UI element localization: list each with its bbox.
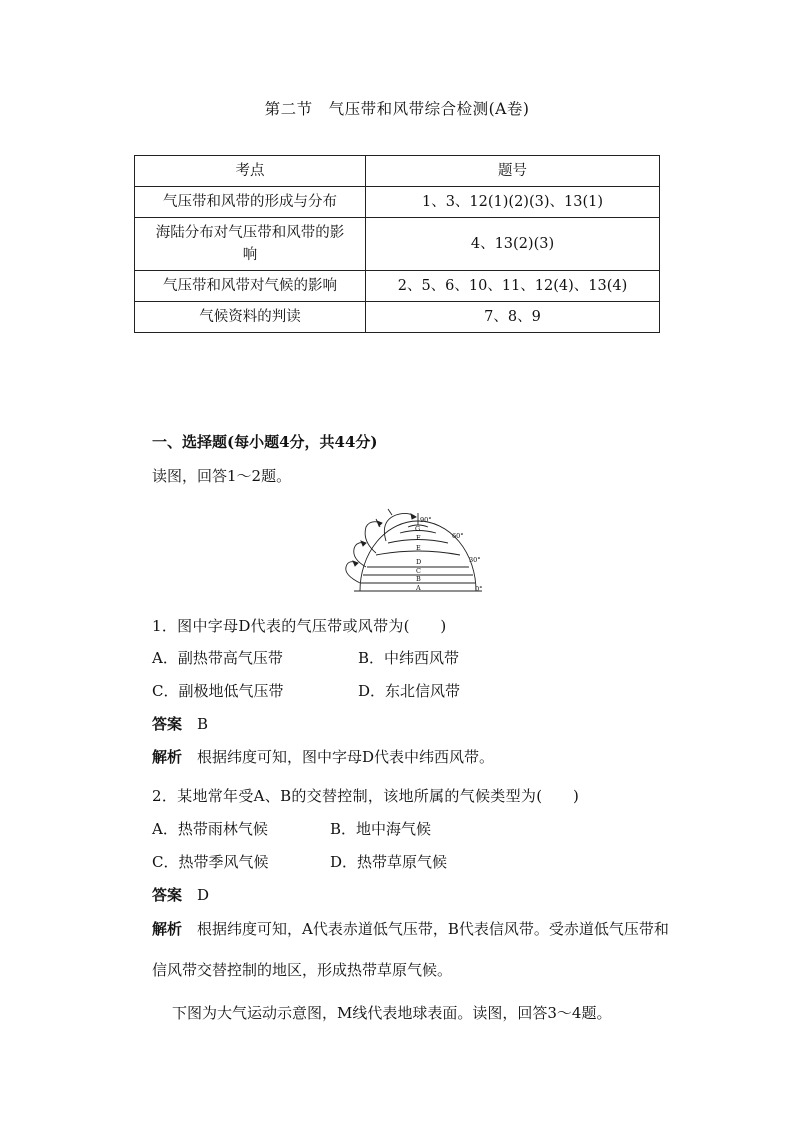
q1-option-d: D．东北信风带 bbox=[358, 682, 461, 700]
table-header-topic: 考点 bbox=[135, 156, 366, 187]
q1-option-b: B．中纬西风带 bbox=[358, 649, 460, 667]
q2-answer bbox=[152, 884, 209, 905]
figure-belt-c: C bbox=[416, 567, 421, 575]
q2-answer-label: 答案 bbox=[152, 886, 183, 904]
table-cell-topic: 气候资料的判读 bbox=[135, 302, 366, 333]
table-header-questions: 题号 bbox=[366, 156, 660, 187]
figure-lat-30: 30° bbox=[469, 556, 481, 564]
table-cell-topic-line: 响 bbox=[242, 247, 258, 263]
q2-answer-value: D bbox=[197, 886, 210, 904]
q2-stem: 2．某地常年受A、B的交替控制，该地所属的气候类型为( ) bbox=[152, 787, 580, 805]
q1-option-c: C．副极地低气压带 bbox=[152, 682, 284, 700]
table-cell-topic-line: 海陆分布对气压带和风带的影 bbox=[155, 225, 345, 241]
topic-table bbox=[134, 155, 660, 333]
table-row bbox=[135, 271, 660, 302]
table-cell-questions: 1、3、12(1)(2)(3)、13(1) bbox=[366, 187, 660, 218]
q2-analysis-label: 解析 bbox=[152, 920, 183, 938]
table-row bbox=[135, 187, 660, 218]
figure-belt-g: G bbox=[415, 525, 421, 533]
q2-option-a: A．热带雨林气候 bbox=[152, 820, 268, 838]
q1-analysis bbox=[152, 746, 494, 767]
next-intro: 下图为大气运动示意图，M线代表地球表面。读图，回答3～4题。 bbox=[172, 1004, 612, 1022]
q2-option-b: B．地中海气候 bbox=[330, 820, 432, 838]
q2-analysis-text: 根据纬度可知，A代表赤道低气压带，B代表信风带。受赤道低气压带和信风带交替控制的地区，形成热带草原气候。 bbox=[152, 920, 669, 979]
table-cell-topic: 气压带和风带的形成与分布 bbox=[135, 187, 366, 218]
table-cell-topic: 气压带和风带对气候的影响 bbox=[135, 271, 366, 302]
section-heading-bold: 一、选择题 bbox=[152, 433, 228, 451]
table-cell-topic bbox=[135, 218, 366, 271]
section-intro: 读图，回答1～2题。 bbox=[152, 467, 292, 485]
figure-belt-f: F bbox=[416, 534, 421, 542]
figure-belt-a: A bbox=[416, 584, 421, 592]
table-cell-questions: 7、8、9 bbox=[366, 302, 660, 333]
q2-option-d: D．热带草原气候 bbox=[330, 853, 448, 871]
table-row bbox=[135, 302, 660, 333]
figure-belt-d: D bbox=[416, 558, 422, 566]
pressure-belt-figure bbox=[336, 505, 488, 597]
q1-stem: 1．图中字母D代表的气压带或风带为( ) bbox=[152, 617, 447, 635]
section-heading-rest: (每小题4分，共44分) bbox=[227, 433, 378, 451]
q1-analysis-text: 根据纬度可知，图中字母D代表中纬西风带。 bbox=[197, 748, 495, 766]
figure-belt-b: B bbox=[416, 575, 421, 583]
q1-answer bbox=[152, 713, 208, 734]
q1-answer-label: 答案 bbox=[152, 715, 183, 733]
q2-analysis bbox=[152, 909, 680, 991]
figure-lat-90: 90° bbox=[420, 516, 432, 524]
figure-belt-e: E bbox=[416, 544, 421, 552]
figure-lat-0: 0° bbox=[475, 585, 483, 593]
q1-analysis-label: 解析 bbox=[152, 748, 183, 766]
figure-lat-60: 60° bbox=[452, 532, 464, 540]
q2-option-c: C．热带季风气候 bbox=[152, 853, 269, 871]
table-cell-questions: 4、13(2)(3) bbox=[366, 218, 660, 271]
table-header-row bbox=[135, 156, 660, 187]
page-title: 第二节 气压带和风带综合检测(A卷) bbox=[264, 100, 530, 118]
table-cell-questions: 2、5、6、10、11、12(4)、13(4) bbox=[366, 271, 660, 302]
section-heading bbox=[152, 431, 378, 452]
q1-answer-value: B bbox=[197, 715, 209, 733]
q1-option-a: A．副热带高气压带 bbox=[152, 649, 283, 667]
table-row bbox=[135, 218, 660, 271]
